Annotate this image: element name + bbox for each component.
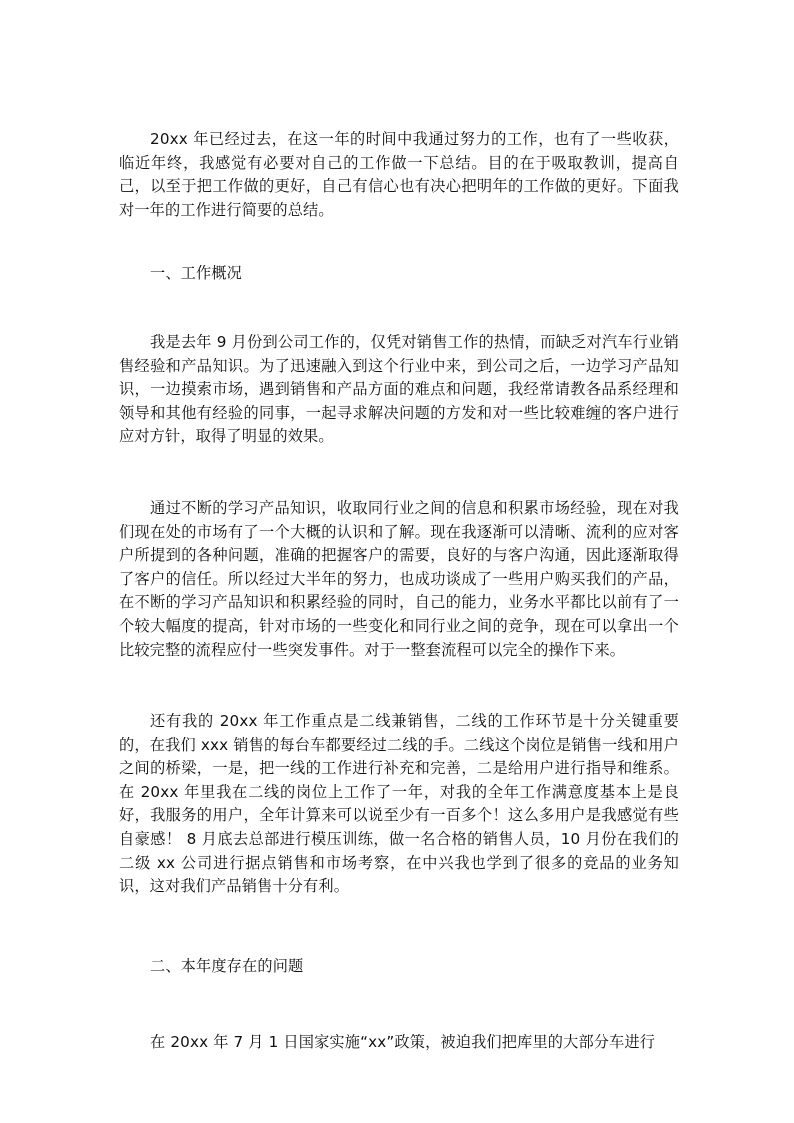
work-overview-paragraph-2: 通过不断的学习产品知识，收取同行业之间的信息和积累市场经验，现在对我们现在处的市场有了一个大概的认识和了解。现在我逐渐可以清晰、流利的应对客户所提到的各种问题，准确的把握客户的需要，良好的与客户沟通，因此逐渐取得了客户的信任。所以经过大半年的努力，也成功谈成了一些用户购买我们的产品，在不断的学习产品知识和积累经验的同时，自己的能力，业务水平都比以前有了一个较大幅度的提高，针对市场的一些变化和同行业之间的竞争，现在可以拿出一个比较完整的流程应付一些突发事件。对于一整套流程可以完全的操作下来。 (119, 498, 679, 659)
section-heading-problems: 二、本年度存在的问题 (150, 956, 304, 975)
work-overview-paragraph-3: 还有我的 20xx 年工作重点是二线兼销售，二线的工作环节是十分关键重要的，在我们 xxx 销售的每台车都要经过二线的手。二线这个岗位是销售一线和用户之间的桥梁，一是，把一线的工作进行补充和完善，二是给用户进行指导和维系。在 20xx 年里我在二线的岗位上工作了一年，对我的全年工作满意度基本上是良好，我服务的用户，全年计算来可以说至少有一百多个！这么多用户是我感觉有些自豪感！ 8 月底去总部进行模压训练，做一名合格的销售人员，10 月份在我们的二级 xx 公司进行据点销售和市场考察，在中兴我也学到了很多的竞品的业务知识，这对我们产品销售十分有利。 (119, 712, 679, 896)
document-body (119, 128, 679, 1055)
intro-paragraph: 20xx 年已经过去，在这一年的时间中我通过努力的工作，也有了一些收获，临近年终，我感觉有必要对自己的工作做一下总结。目的在于吸取教训，提高自己，以至于把工作做的更好，自己有信心也有决心把明年的工作做的更好。下面我对一年的工作进行简要的总结。 (119, 130, 679, 219)
section-heading-work-overview: 一、工作概况 (150, 264, 243, 283)
work-overview-paragraph-1: 我是去年 9 月份到公司工作的，仅凭对销售工作的热情，而缺乏对汽车行业销售经验和产品知识。为了迅速融入到这个行业中来，到公司之后，一边学习产品知识，一边摸索市场，遇到销售和产品方面的难点和问题，我经常请教各品系经理和领导和其他有经验的同事，一起寻求解决问题的方发和对一些比较难缠的客户进行应对方针，取得了明显的效果。 (119, 332, 679, 446)
problems-paragraph-1: 在 20xx 年 7 月 1 日国家实施“xx”政策，被迫我们把库里的大部分车进行 (150, 1033, 656, 1052)
